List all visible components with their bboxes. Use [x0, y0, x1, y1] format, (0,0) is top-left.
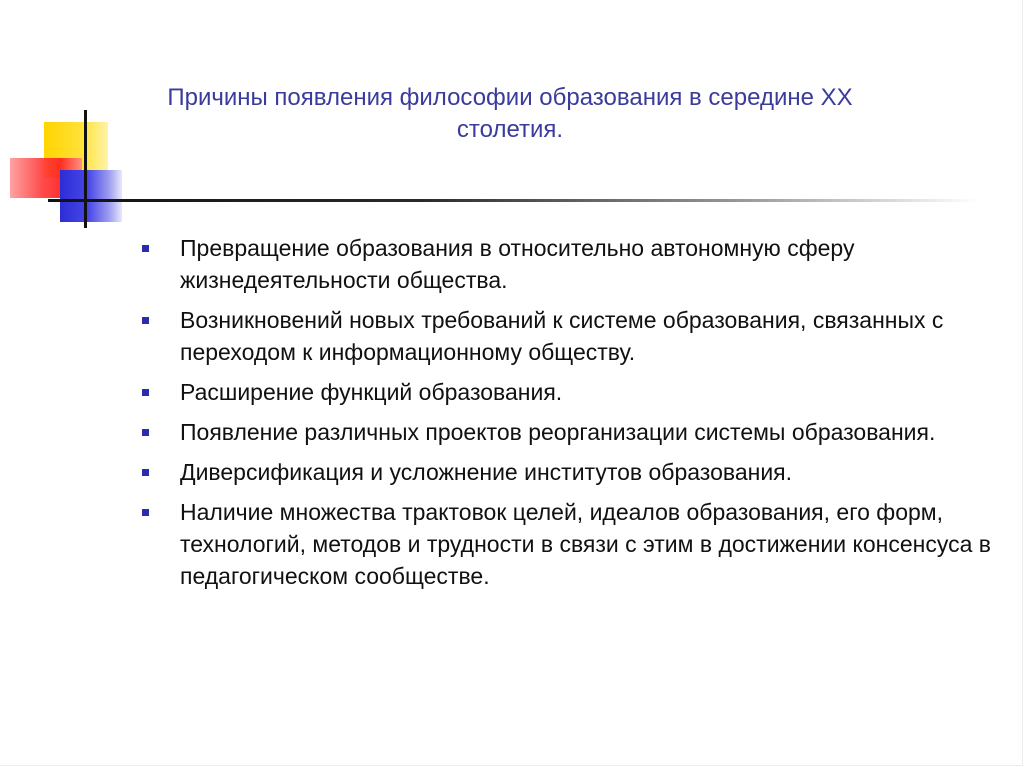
- list-item: [138, 456, 998, 488]
- list-item: [138, 232, 998, 296]
- list-item-text: Появление различных проектов реорганизации системы образования.: [180, 419, 936, 445]
- list-item: [138, 376, 998, 408]
- title-underline: [48, 199, 978, 202]
- square-bullet-icon: [142, 469, 149, 476]
- decorative-vertical-line: [84, 110, 87, 228]
- list-item-text: Расширение функций образования.: [180, 379, 563, 405]
- list-item-text: Наличие множества трактовок целей, идеалов образования, его форм, технологий, методов и трудности в связи с этим в достижении консенсуса в педагогическом сообществе.: [180, 499, 991, 589]
- square-bullet-icon: [142, 509, 149, 516]
- decorative-blue-square: [60, 170, 122, 222]
- list-item-text: Превращение образования в относительно автономную сферу жизнедеятельности общества.: [180, 235, 855, 293]
- square-bullet-icon: [142, 429, 149, 436]
- square-bullet-icon: [142, 389, 149, 396]
- list-item-text: Возникновений новых требований к системе образования, связанных с переходом к информационному обществу.: [180, 307, 944, 365]
- bullet-list: [138, 232, 998, 600]
- slide-title: Причины появления философии образования в середине XX столетия.: [167, 84, 853, 143]
- square-bullet-icon: [142, 317, 149, 324]
- list-item: [138, 304, 998, 368]
- list-item: [138, 496, 998, 592]
- list-item: [138, 416, 998, 448]
- list-item-text: Диверсификация и усложнение институтов образования.: [180, 459, 793, 485]
- square-bullet-icon: [142, 245, 149, 252]
